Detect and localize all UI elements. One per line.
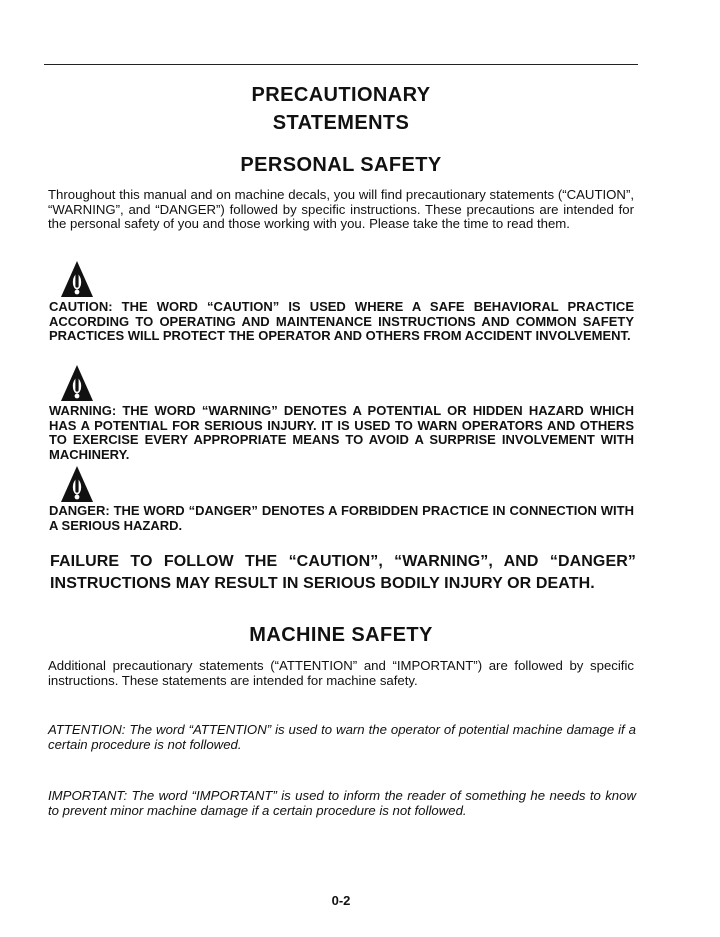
important-statement: IMPORTANT: The word “IMPORTANT” is used to inform the reader of something he needs to know to prevent minor machine damage if a certain procedure is not followed.: [48, 788, 636, 818]
attention-statement: ATTENTION: The word “ATTENTION” is used to warn the operator of potential machine damage if a certain procedure is not followed.: [48, 722, 636, 752]
personal-safety-intro: Throughout this manual and on machine decals, you will find precautionary statements (“CAUTION”, “WARNING”, and “DANGER”) followed by specific instructions. These precautions are intended for the personal safety of you and those working with you. Please take the time to read them.: [48, 187, 634, 231]
safety-alert-icon: [60, 364, 94, 402]
warning-statement: WARNING: THE WORD “WARNING” DENOTES A POTENTIAL OR HIDDEN HAZARD WHICH HAS A POTENTIAL FOR SERIOUS INJURY. IT IS USED TO WARN OPERATORS AND OTHERS TO EXERCISE EVERY APPROPRIATE MEANS TO AVOID A SURPRISE INVOLVEMENT WITH MACHINERY.: [49, 403, 634, 462]
top-rule: [44, 64, 638, 65]
safety-alert-icon: [60, 465, 94, 503]
safety-alert-icon: [60, 260, 94, 298]
danger-statement: DANGER: THE WORD “DANGER” DENOTES A FORBIDDEN PRACTICE IN CONNECTION WITH A SERIOUS HAZARD.: [49, 503, 634, 533]
page-title-line2: STATEMENTS: [272, 112, 410, 134]
page-number: 0-2: [331, 893, 351, 908]
personal-safety-heading: PERSONAL SAFETY: [240, 154, 442, 176]
failure-warning: FAILURE TO FOLLOW THE “CAUTION”, “WARNING”, AND “DANGER” INSTRUCTIONS MAY RESULT IN SERIOUS BODILY INJURY OR DEATH.: [50, 553, 636, 592]
machine-safety-intro: Additional precautionary statements (“ATTENTION” and “IMPORTANT”) are followed by specific instructions. These statements are intended for machine safety.: [48, 658, 634, 688]
page-title-line1: PRECAUTIONARY: [251, 84, 431, 106]
caution-statement: CAUTION: THE WORD “CAUTION” IS USED WHERE A SAFE BEHAVIORAL PRACTICE ACCORDING TO OPERATING AND MAINTENANCE INSTRUCTIONS AND COMMON SAFETY PRACTICES WILL PROTECT THE OPERATOR AND OTHERS FROM ACCIDENT INVOLVEMENT.: [49, 299, 634, 343]
machine-safety-heading: MACHINE SAFETY: [249, 624, 433, 646]
